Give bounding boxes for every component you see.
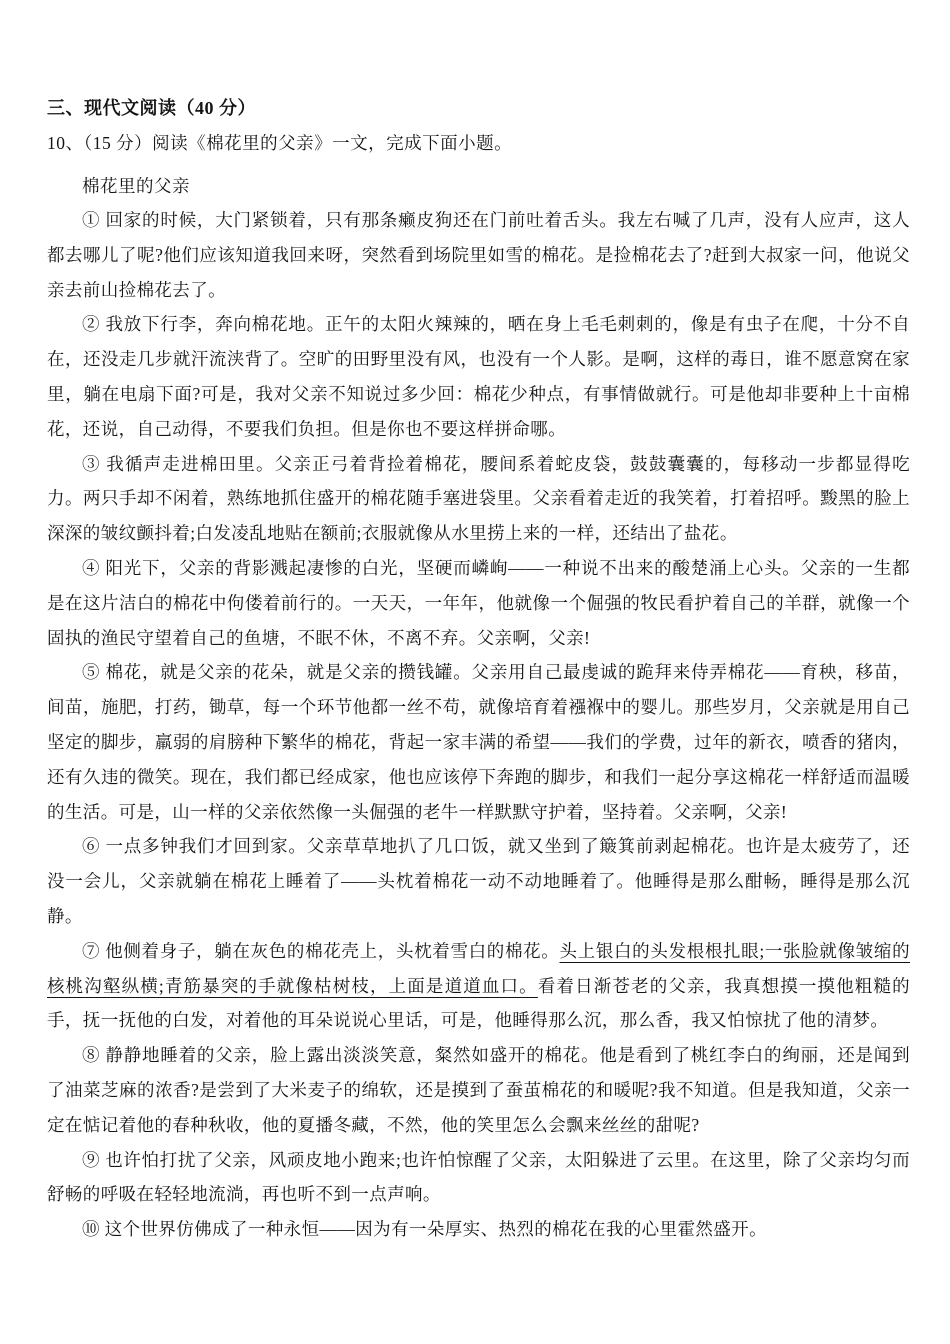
paragraph-text: ⑩ 这个世界仿佛成了一种永恒——因为有一朵厚实、热烈的棉花在我的心里霍然盛开。 (82, 1219, 767, 1240)
paragraph-text: ⑧ 静静地睡着的父亲，脸上露出淡淡笑意，粲然如盛开的棉花。他是看到了桃红李白的绚丽，还是闻到了油菜芝麻的浓香?是尝到了大米麦子的绵软，还是摸到了蚕茧棉花的和暖呢?我不知道。但是我知道，父亲一定在惦记着他的春种秋收，他的夏播冬藏，不然，他的笑里怎么会飘来丝丝的甜呢? (47, 1045, 910, 1135)
essay-paragraph-8 (47, 1038, 910, 1142)
essay-paragraph-1 (47, 203, 910, 307)
section-heading: 三、现代文阅读（40 分） (47, 98, 256, 118)
paragraph-text: ⑥ 一点多钟我们才回到家。父亲草草地扒了几口饭，就又坐到了簸箕前剥起棉花。也许是太疲劳了，还没一会儿，父亲就躺在棉花上睡着了——头枕着棉花一动不动地睡着了。他睡得是那么酣畅，睡得是那么沉静。 (47, 836, 910, 926)
paragraph-text: ③ 我循声走进棉田里。父亲正弓着背捡着棉花，腰间系着蛇皮袋，鼓鼓囊囊的，每移动一步都显得吃力。两只手却不闲着，熟练地抓住盛开的棉花随手塞进袋里。父亲看着走近的我笑着，打着招呼。黢黑的脸上深深的皱纹颤抖着;白发凌乱地贴在额前;衣服就像从水里捞上来的一样，还结出了盐花。 (47, 453, 910, 544)
essay-paragraph-10 (47, 1212, 910, 1247)
essay-title: 棉花里的父亲 (82, 176, 190, 196)
paragraph-text: 看着日渐苍老的父亲，我真想摸一摸他粗糙的手，抚一抚他的白发，对着他的耳朵说说心里话，可是，他睡得那么沉，那么香，我又怕惊扰了他的清梦。 (47, 975, 910, 1031)
underlined-passage: 头上银白的头发根根扎眼;一张脸就像皱缩的核桃沟壑纵横;青筋暴突的手就像枯树枝，上面是道道血口。 (47, 940, 910, 996)
essay-paragraph-5 (47, 655, 910, 829)
paragraph-text: ⑤ 棉花，就是父亲的花朵，就是父亲的攒钱罐。父亲用自己最虔诚的跪拜来侍弄棉花——育秧，移苗，间苗，施肥，打药，锄草，每一个环节他都一丝不苟，就像培育着襁褓中的婴儿。那些岁月，父亲就是用自己坚定的脚步，羸弱的肩膀种下繁华的棉花，背起一家丰满的希望——我们的学费，过年的新衣，喷香的猪肉，还有久违的微笑。现在，我们都已经成家，他也应该停下奔跑的脚步，和我们一起分享这棉花一样舒适而温暖的生活。可是，山一样的父亲依然像一头倔强的老牛一样默默守护着，坚持着。父亲啊，父亲! (47, 662, 910, 822)
paragraph-text: ② 我放下行李，奔向棉花地。正午的太阳火辣辣的，晒在身上毛毛刺刺的，像是有虫子在爬，十分不自在，还没走几步就汗流浃背了。空旷的田野里没有风，也没有一个人影。是啊，这样的毒日，谁不愿意窝在家里，躺在电扇下面?可是，我对父亲不知说过多少回：棉花少种点，有事情做就行。可是他却非要种上十亩棉花，还说，自己动得，不要我们负担。但是你也不要这样拼命哪。 (47, 314, 910, 439)
essay-paragraph-3 (47, 447, 910, 551)
question-intro: 10、（15 分）阅读《棉花里的父亲》一文，完成下面小题。 (47, 133, 513, 153)
paragraph-text: ⑨ 也许怕打扰了父亲，风顽皮地小跑来;也许怕惊醒了父亲，太阳躲进了云里。在这里，除了父亲均匀而舒畅的呼吸在轻轻地流淌，再也听不到一点声响。 (47, 1149, 910, 1205)
paragraph-text: ⑦ 他侧着身子，躺在灰色的棉花壳上，头枕着雪白的棉花。 (82, 940, 560, 961)
paragraph-text: ① 回家的时候，大门紧锁着，只有那条癞皮狗还在门前吐着舌头。我左右喊了几声，没有人应声，这人都去哪儿了呢?他们应该知道我回来呀，突然看到场院里如雪的棉花。是捡棉花去了?赶到大叔家一问，他说父亲去前山捡棉花去了。 (47, 210, 910, 300)
essay-paragraph-7 (47, 934, 910, 1038)
paragraph-text: ④ 阳光下，父亲的背影溅起凄惨的白光，坚硬而嶙峋——一种说不出来的酸楚涌上心头。父亲的一生都是在这片洁白的棉花中佝偻着前行的。一天天，一年年，他就像一个倔强的牧民看护着自己的羊群，就像一个固执的渔民守望着自己的鱼塘，不眠不休，不离不弃。父亲啊，父亲! (47, 557, 910, 648)
essay-paragraph-2 (47, 307, 910, 446)
essay-paragraph-9 (47, 1143, 910, 1213)
essay-paragraph-6 (47, 829, 910, 933)
essay-paragraph-4 (47, 551, 910, 655)
